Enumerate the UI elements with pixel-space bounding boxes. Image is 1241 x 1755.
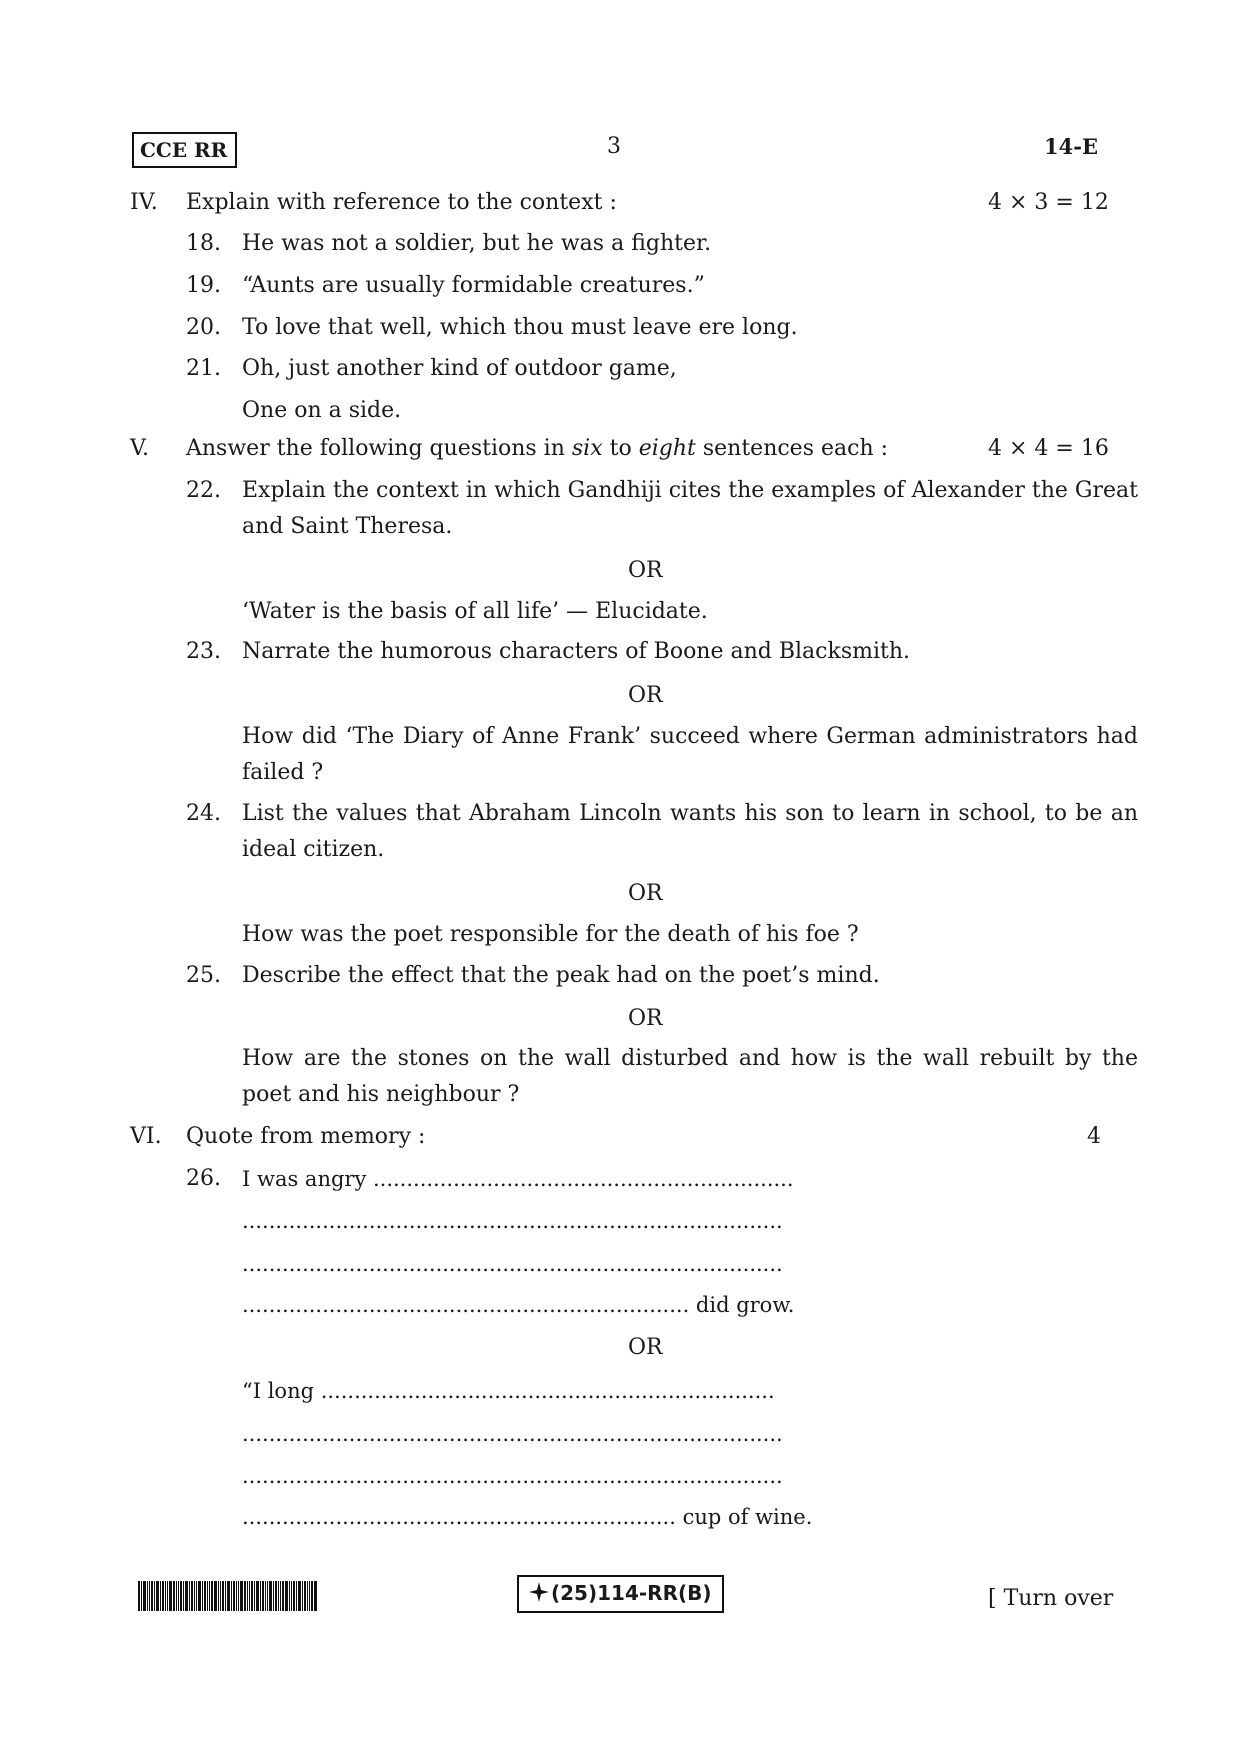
quote-line: ................................................................. cup of wine. (242, 1505, 813, 1529)
section-vi-instruction: Quote from memory : (186, 1124, 426, 1149)
quote-line: ................................................................................. (242, 1464, 783, 1488)
question-text: List the values that Abraham Lincoln wants his son to learn in school, to be an ideal citizen. (242, 801, 1138, 862)
question-number: 18. (186, 231, 221, 256)
question-number: 23. (186, 639, 221, 664)
alternative-question-text: How are the stones on the wall disturbed and how is the wall rebuilt by the poet and his neighbour ? (242, 1046, 1138, 1107)
question-text: To love that well, which thou must leave ere long. (242, 315, 798, 340)
section-v-numeral: V. (130, 436, 150, 461)
alternative-question-text: How did ‘The Diary of Anne Frank’ succeed where German administrators had failed ? (242, 724, 1138, 785)
question-number: 19. (186, 273, 221, 298)
question-number: 24. (186, 801, 221, 826)
quote-line: ................................................................................. (242, 1209, 783, 1233)
section-iv-numeral: IV. (130, 190, 158, 215)
quote-line: ................................................................................. (242, 1422, 783, 1446)
question-text: Oh, just another kind of outdoor game, (242, 356, 677, 381)
turn-over-note: [ Turn over (988, 1586, 1114, 1611)
section-v-marks: 4 × 4 = 16 (988, 436, 1109, 461)
section-vi-marks: 4 (1087, 1124, 1101, 1149)
star-icon (529, 1581, 549, 1609)
alternative-question-text: ‘Water is the basis of all life’ — Elucidate. (242, 599, 708, 624)
quote-line: I was angry ............................................................... (242, 1167, 794, 1191)
question-text: Explain the context in which Gandhiji cites the examples of Alexander the Great and Saint Theresa. (242, 478, 1138, 539)
section-v-instruction: Answer the following questions in six to eight sentences each : (186, 436, 889, 461)
section-vi-numeral: VI. (130, 1124, 162, 1149)
question-text: He was not a soldier, but he was a fighter. (242, 231, 712, 256)
or-separator: OR (628, 558, 663, 583)
header-code-right: 14-E (1044, 134, 1098, 159)
header-code-left: CCE RR (132, 132, 237, 168)
or-separator: OR (628, 683, 663, 708)
paper-code: (25)114-RR(B) (517, 1575, 724, 1613)
question-text: Narrate the humorous characters of Boone and Blacksmith. (242, 639, 911, 664)
question-text: Describe the effect that the peak had on the poet’s mind. (242, 963, 880, 988)
page-number: 3 (607, 134, 621, 159)
question-text: “Aunts are usually formidable creatures.” (242, 273, 705, 298)
or-separator: OR (628, 1335, 663, 1360)
quote-line: ................................................................................. (242, 1252, 783, 1276)
alternative-question-text: How was the poet responsible for the death of his foe ? (242, 922, 859, 947)
barcode (138, 1581, 388, 1611)
question-number: 25. (186, 963, 221, 988)
or-separator: OR (628, 881, 663, 906)
question-number: 21. (186, 356, 221, 381)
question-number: 20. (186, 315, 221, 340)
question-text: One on a side. (242, 398, 402, 423)
question-number: 26. (186, 1166, 221, 1191)
section-iv-marks: 4 × 3 = 12 (988, 190, 1109, 215)
or-separator: OR (628, 1006, 663, 1031)
quote-line: “I long .................................................................... (242, 1379, 775, 1403)
quote-line: ................................................................... did grow. (242, 1293, 795, 1317)
question-number: 22. (186, 478, 221, 503)
section-iv-instruction: Explain with reference to the context : (186, 190, 617, 215)
